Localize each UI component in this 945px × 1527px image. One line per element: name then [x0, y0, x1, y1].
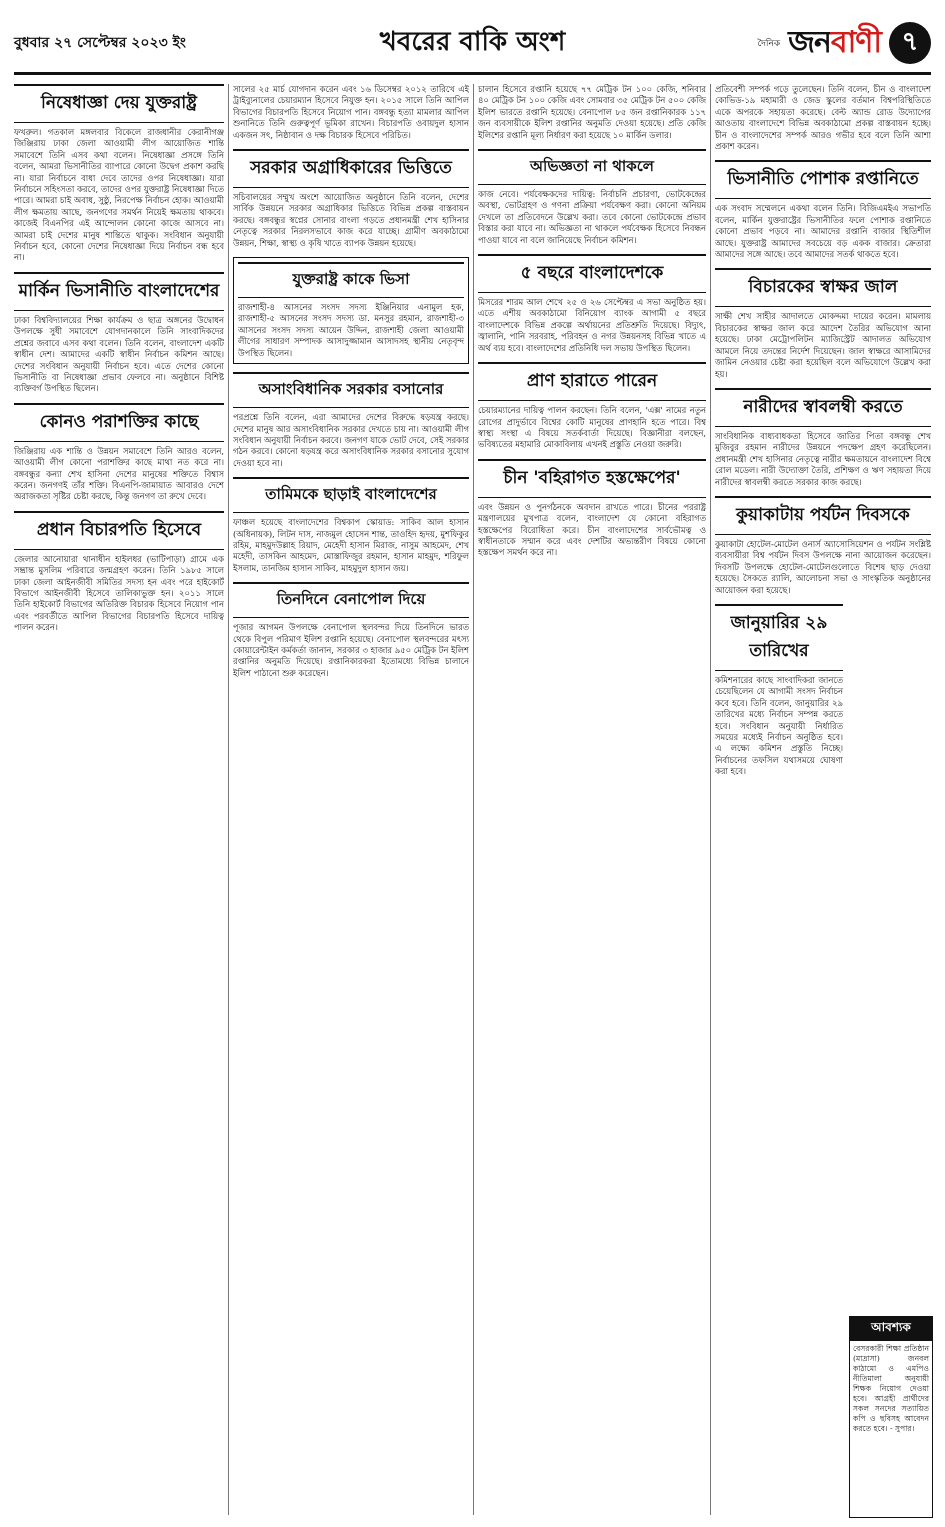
article	[715, 84, 931, 152]
article	[715, 496, 931, 596]
article-headline: প্রধান বিচারপতি হিসেবে	[14, 511, 224, 550]
article	[14, 84, 224, 264]
column-rule	[473, 84, 474, 1515]
article-headline: সরকার অগ্রাধিকারের ভিত্তিতে	[233, 149, 469, 188]
article-body: সচিবালয়ের সম্মুখ অংশে আয়োজিত অনুষ্ঠানে তিনি বলেন, দেশের সার্বিক উন্নয়নে সরকার অগ্রাধিকার ভিত্তিতে বিভিন্ন প্রকল্প বাস্তবায়ন করছে। বঙ্গবন্ধুর স্বপ্নের সোনার বাংলা গড়তে প্রধানমন্ত্রী শেখ হাসিনার নেতৃত্বে সরকার নিরলসভাবে কাজ করে যাচ্ছে। গ্রামীণ অবকাঠামো উন্নয়ন, শিক্ষা, স্বাস্থ্য ও কৃষি খাতে ব্যাপক উন্নয়ন হয়েছে।	[233, 192, 469, 248]
article-headline: তিনদিনে বেনাপোল দিয়ে	[233, 582, 469, 618]
article-headline: মার্কিন ভিসানীতি বাংলাদেশের	[14, 272, 224, 311]
article	[715, 604, 843, 778]
column-1	[14, 84, 224, 1515]
article	[14, 403, 224, 503]
article-body: জেলার আনোয়ারা থানাধীন হাইলধর (ভাটিপাড়া) গ্রামে এক সম্ভ্রান্ত মুসলিম পরিবারে জন্মগ্রহণ করেন। তিনি ১৯৮৫ সালে ঢাকা জেলা আইনজীবী সমিতির সদস্য হন এবং পরে হাইকোর্ট বিভাগে আইনজীবী হিসেবে তালিকাভুক্ত হন। ২০১১ সালে তিনি হাইকোর্ট বিভাগের অতিরিক্ত বিচারক হিসেবে নিয়োগ পান এবং পরবর্তীতে আপিল বিভাগের বিচারপতি হিসেবে দায়িত্ব পালন করেন।	[14, 553, 224, 633]
issue-date: বুধবার ২৭ সেপ্টেম্বর ২০২৩ ইং	[14, 35, 186, 51]
article-headline: কোনও পরাশক্তির কাছে	[14, 403, 224, 442]
article	[715, 388, 931, 488]
article	[233, 84, 469, 141]
section-title: খবরের বাকি অংশ	[379, 27, 566, 57]
logo-name	[788, 18, 881, 69]
logo-name-part2: বাণী	[830, 24, 881, 60]
article-headline: অভিজ্ঞতা না থাকলে	[478, 149, 706, 185]
article	[233, 477, 469, 574]
article-body: ফখরুল। গতকাল মঙ্গলবার বিকেলে রাজধানীর কেরানীগঞ্জ জিঞ্জিরায় ঢাকা জেলা আওয়ামী লীগ আয়োজিত শান্তি সমাবেশে তিনি এসব কথা বলেন। নিষেধাজ্ঞা প্রসঙ্গে তিনি বলেন, আমরা ভিসানীতির ব্যাপারে কোনো উদ্বেগ প্রকাশ করছি না। যারা নির্বাচনে বাধা দেবে তাদের ওপর নিষেধাজ্ঞা। যারা নির্বাচনে সহিংসতা করবে, তাদের ওপর যুক্তরাষ্ট্র নিষেধাজ্ঞা দিতে পারে। আমরা চাই অবাধ, সুষ্ঠু, নিরপেক্ষ নির্বাচন হোক। আওয়ামী লীগ ক্ষমতায় আছে, জনগণের সমর্থন নিয়েই ক্ষমতায় থাকবে। কাজেই বিএনপির এই আন্দোলন কোনো কাজে আসবে না। আমরা চাই দেশের মানুষ শান্তিতে থাকুক। সংবিধান অনুযায়ী নির্বাচন হবে, কোনো দেশের নিষেধাজ্ঞা দিয়ে নির্বাচন বন্ধ হবে না।	[14, 127, 224, 263]
classified-tag: আবশ্যক	[850, 1317, 932, 1341]
classified-ad-box	[849, 1316, 933, 1518]
article-body: ফাঞ্চল হয়েছে বাংলাদেশের বিশ্বকাপ স্কোয়াড: সাকিব আল হাসান (অধিনায়ক), লিটন দাস, নাজমুল হোসেন শান্ত, তাওহিদ হৃদয়, মুশফিকুর রহিম, মাহমুদউল্লাহ রিয়াদ, মেহেদী হাসান মিরাজ, নাসুম আহমেদ, শেখ মহেদী, তাসকিন আহমেদ, মোস্তাফিজুর রহমান, হাসান মাহমুদ, শরিফুল ইসলাম, তানজিম হাসান সাকিব, মাহমুদুল হাসান জয়।	[233, 517, 469, 573]
article	[478, 149, 706, 246]
article	[14, 272, 224, 395]
article-body: জিঞ্জিরায় এক শান্তি ও উন্নয়ন সমাবেশে তিনি আরও বলেন, আওয়ামী লীগ কোনো পরাশক্তির কাছে মাথা নত করে না। বঙ্গবন্ধুর কন্যা শেখ হাসিনা দেশের মানুষের শক্তিতে বিশ্বাস করেন। জনগণই তাঁর শক্তি। বিএনপি-জামায়াত আবারও দেশে অরাজকতা সৃষ্টির চেষ্টা করছে, কিন্তু জনগণ তা রুখে দেবে।	[14, 445, 224, 502]
article-headline: অসাংবিধানিক সরকার বসানোর	[233, 372, 469, 408]
article-body: কাজ নেবে। পর্যবেক্ষকদের দায়িত্ব: নির্বাচনি প্রচারণা, ভোটকেন্দ্রের অবস্থা, ভোটগ্রহণ ও গণনা প্রক্রিয়া পর্যবেক্ষণ করা। কোনো অনিয়ম দেখলে তা প্রতিবেদনে উল্লেখ করা। তবে কোনো ভোটকেন্দ্রে প্রভাব বিস্তার করা যাবে না। অভিজ্ঞতা না থাকলে পর্যবেক্ষক হিসেবে নিবন্ধন পাওয়া যাবে না বলে জানিয়েছে নির্বাচন কমিশন।	[478, 189, 706, 245]
article-headline: ৫ বছরে বাংলাদেশকে	[478, 254, 706, 293]
article-body: ঢাকা বিশ্ববিদ্যালয়ের শিক্ষা কার্যক্রম ও ছাত্র অঙ্গনের উদ্বোধন উপলক্ষে সুধী সমাবেশে যোগদানকালে তিনি সাংবাদিকদের প্রশ্নের জবাবে এসব কথা বলেন। তিনি বলেন, বাংলাদেশ একটি স্বাধীন দেশ। আমাদের একটি স্বাধীন নির্বাচন কমিশন আছে। দেশের সংবিধান অনুযায়ী নির্বাচন হবে। এতে দেশের কোনো ভিসানীতি বা নিষেধাজ্ঞা প্রভাব ফেলবে না। অনুষ্ঠানে বিশিষ্ট ব্যক্তিবর্গ উপস্থিত ছিলেন।	[14, 314, 224, 394]
column-4	[715, 84, 931, 1515]
classified-body: বেসরকারী শিক্ষা প্রতিষ্ঠান (মাদ্রাসা) জনবল কাঠামো ও এমপিও নীতিমালা অনুযায়ী শিক্ষক নিয়োগ দেওয়া হবে। আগ্রহী প্রার্থীদের সকল সনদের সত্যায়িত কপি ও ছবিসহ আবেদন করতে হবে। - সুপার।	[853, 1344, 929, 1433]
article-body: সালের ২৫ মার্চ যোগদান করেন এবং ১৬ ডিসেম্বর ২০১২ তারিখে এই ট্রাইব্যুনালের চেয়ারম্যান হিসেবে নিযুক্ত হন। ২০১৫ সালে তিনি আপিল বিভাগের বিচারপতি হিসেবে নিয়োগ পান। বঙ্গবন্ধু হত্যা মামলার আপিল শুনানিতে তিনি গুরুত্বপূর্ণ ভূমিকা রাখেন। বিচারপতি ওবায়দুল হাসান একজন সৎ, নিষ্ঠাবান ও দক্ষ বিচারক হিসেবে পরিচিত।	[233, 84, 469, 140]
article-headline: নারীদের স্বাবলম্বী করতে	[715, 388, 931, 427]
article-headline: নিষেধাজ্ঞা দেয় যুক্তরাষ্ট্র	[14, 84, 224, 123]
article	[233, 582, 469, 679]
article-body: পূজার আগমন উপলক্ষে বেনাপোল স্থলবন্দর দিয়ে তিনদিনে ভারত থেকে বিপুল পরিমাণ ইলিশ রপ্তানি হয়েছে। বেনাপোল স্থলবন্দরের মৎস্য কোয়ারেন্টাইন কর্মকর্তা জানান, সরকার ৩ হাজার ৯৫০ মেট্রিক টন ইলিশ রপ্তানির অনুমতি দিয়েছে। রপ্তানিকারকরা ইতোমধ্যে বিভিন্ন চালানে ইলিশ পাঠানো শুরু করেছেন।	[233, 622, 469, 678]
article	[478, 459, 706, 559]
article	[715, 268, 931, 379]
article-headline: চীন 'বহিরাগত হস্তক্ষেপের'	[478, 459, 706, 498]
column-2	[233, 84, 469, 1515]
article-headline: কুয়াকাটায় পর্যটন দিবসকে	[715, 496, 931, 535]
article-headline: তামিমকে ছাড়াই বাংলাদেশের	[233, 477, 469, 513]
article-body: মিসরের শারম আল শেখে ২৫ ও ২৬ সেপ্টেম্বর এ সভা অনুষ্ঠিত হয়। এতে এশীয় অবকাঠামো বিনিয়োগ ব্যাংক আগামী ৫ বছরে বাংলাদেশকে বিভিন্ন প্রকল্পে অর্থায়নের প্রতিশ্রুতি দিয়েছে। বিদ্যুৎ, জ্বালানি, পানি সরবরাহ, পরিবহন ও নগর উন্নয়নসহ বিভিন্ন খাতে এ অর্থ ব্যয় হবে। বাংলাদেশের প্রতিনিধি দল সভায় উপস্থিত ছিলেন।	[478, 297, 706, 353]
article-body: প্রতিবেশী সম্পর্ক গড়ে তুলেছেন। তিনি বলেন, চীন ও বাংলাদেশ কোভিড-১৯ মহামারী ও জেড স্কুলের বর্তমান বিশ্বপরিস্থিতিতে একে অপরকে সহায়তা করেছে। বেল্ট অ্যান্ড রোড উদ্যোগের আওতায় বাংলাদেশে বিভিন্ন অবকাঠামো প্রকল্প বাস্তবায়ন হচ্ছে। চীন ও বাংলাদেশের সম্পর্ক আরও গভীর হবে বলে তিনি আশা প্রকাশ করেন।	[715, 84, 931, 152]
article-headline: জানুয়ারির ২৯ তারিখের	[715, 604, 843, 671]
article	[14, 511, 224, 634]
article-body: চালান হিসেবে রপ্তানি হয়েছে ৭৭ মেট্রিক টন ১০০ কেজি, শনিবার ৪০ মেট্রিক টন ১০০ কেজি এবং সোমবার ৩৫ মেট্রিক টন ৫০০ কেজি ইলিশ ভারতে রপ্তানি হয়েছে। বেনাপোল ৮৫ জন রপ্তানিকারক ১১৭ জন ব্যবসায়ীকে ইলিশ রপ্তানির অনুমতি দেওয়া হয়েছে। প্রতি কেজি ইলিশের রপ্তানি মূল্য নির্ধারণ করা হয়েছে ১০ মার্কিন ডলার।	[478, 84, 706, 140]
column-rule	[710, 84, 711, 1515]
article-headline: ভিসানীতি পোশাক রপ্তানিতে	[715, 160, 931, 199]
article-body: পরপ্রশ্নে তিনি বলেন, এরা আমাদের দেশের বিরুদ্ধে ষড়যন্ত্র করছে। দেশের মানুষ আর অসাংবিধানিক সরকার দেখতে চায় না। আওয়ামী লীগ সংবিধান অনুযায়ী নির্বাচন করবে। জনগণ যাকে ভোট দেবে, সেই সরকার গঠন করবে। কোনো ষড়যন্ত্র করে অসাংবিধানিক সরকার বসানোর সুযোগ দেওয়া হবে না।	[233, 412, 469, 468]
article-headline: প্রাণ হারাতে পারেন	[478, 362, 706, 401]
article-body: সাংবিধানিক বাধ্যবাধকতা হিসেবে জাতির পিতা বঙ্গবন্ধু শেখ মুজিবুর রহমান নারীদের উন্নয়নে পদক্ষেপ গ্রহণ করেছিলেন। প্রধানমন্ত্রী শেখ হাসিনার নেতৃত্বে নারীর ক্ষমতায়নে বাংলাদেশ বিশ্বে রোল মডেল। নারী উদ্যোক্তা তৈরি, প্রশিক্ষণ ও ঋণ সহায়তা দিয়ে নারীদের স্বাবলম্বী করতে সরকার কাজ করছে।	[715, 430, 931, 487]
article	[233, 149, 469, 249]
article	[478, 84, 706, 141]
article-body: এক সংবাদ সম্মেলনে একথা বলেন তিনি। বিজিএমইএ সভাপতি বলেন, মার্কিন যুক্তরাষ্ট্রের ভিসানীতির ফলে পোশাক রপ্তানিতে কোনো প্রভাব পড়বে না। আমাদের রপ্তানি বাজার স্থিতিশীল আছে। যুক্তরাষ্ট্র আমাদের সবচেয়ে বড় একক বাজার। ক্রেতারা আমাদের সঙ্গে আছে। তবে আমাদের সতর্ক থাকতে হবে।	[715, 203, 931, 260]
article	[233, 257, 469, 364]
column-3	[478, 84, 706, 1515]
article-body: কুয়াকাটা হোটেল-মোটেল ওনার্স অ্যাসোসিয়েশন ও পর্যটন সংশ্লিষ্ট ব্যবসায়ীরা বিশ্ব পর্যটন দিবস উপলক্ষে নানা আয়োজন করেছেন। দিবসটি উপলক্ষে হোটেল-মোটেলগুলোতে বিশেষ ছাড় দেওয়া হয়েছে। সৈকতে র‍্যালি, আলোচনা সভা ও সাংস্কৃতিক অনুষ্ঠানের আয়োজন করা হয়েছে।	[715, 538, 931, 595]
article	[233, 372, 469, 469]
column-rule	[228, 84, 229, 1515]
article	[715, 160, 931, 260]
logo-daily-label: দৈনিক	[757, 38, 781, 49]
article-body: এবং উন্নয়ন ও পুনর্গঠনকে অবদান রাখতে পারে। চীনের পররাষ্ট্র মন্ত্রণালয়ের মুখপাত্র বলেন, বাংলাদেশ যে কোনো বহিরাগত হস্তক্ষেপের বিরোধিতা করে। চীন বাংলাদেশের সার্বভৌমত্ব ও স্বাধীনতাকে সম্মান করে এবং দেশটির অভ্যন্তরীণ বিষয়ে কোনো হস্তক্ষেপ সমর্থন করে না।	[478, 501, 706, 558]
article-headline: বিচারকের স্বাক্ষর জাল	[715, 268, 931, 307]
article-body: চেয়ারম্যানের দায়িত্ব পালন করছেন। তিনি বলেন, 'এক্স' নামের নতুন রোগের প্রাদুর্ভাবে বিশ্বের কোটি মানুষের প্রাণহানি হতে পারে। বিশ্ব স্বাস্থ্য সংস্থা এ বিষয়ে সতর্কবার্তা দিয়েছে। বিজ্ঞানীরা বলছেন, ভবিষ্যতের মহামারি মোকাবিলায় এখনই প্রস্তুতি নেওয়া জরুরি।	[478, 405, 706, 450]
article-body: সাক্ষী শেখ সাহীর আদালতে মোকদ্দমা দায়ের করেন। মামলায় বিচারকের স্বাক্ষর জাল করে আদেশ তৈরির অভিযোগ আনা হয়েছে। ঢাকা মেট্রোপলিটন ম্যাজিস্ট্রেট আদালত অভিযোগ আমলে নিয়ে তদন্তের নির্দেশ দিয়েছেন। জাল স্বাক্ষরে আসামিদের জামিন নেওয়ার চেষ্টা করা হয়েছিল বলে অভিযোগে উল্লেখ করা হয়।	[715, 311, 931, 379]
article-body: কমিশনারের কাছে সাংবাদিকরা জানতে চেয়েছিলেন যে আগামী সংসদ নির্বাচন কবে হবে। তিনি বলেন, জানুয়ারির ২৯ তারিখের মধ্যে নির্বাচন সম্পন্ন করতে হবে। সংবিধান অনুযায়ী নির্ধারিত সময়ের মধ্যেই নির্বাচন অনুষ্ঠিত হবে। এ লক্ষ্যে কমিশন প্রস্তুতি নিচ্ছে। নির্বাচনের তফসিল যথাসময়ে ঘোষণা করা হবে।	[715, 674, 843, 777]
article-headline: যুক্তরাষ্ট্র কাকে ভিসা	[238, 262, 464, 298]
newspaper-logo	[701, 18, 931, 69]
page-number: ৭	[889, 22, 931, 64]
logo-name-part1: জন	[788, 24, 831, 60]
masthead	[14, 14, 931, 75]
article-body: রাজশাহী-৪ আসনের সংসদ সদস্য ইঞ্জিনিয়ার এনামুল হক, রাজশাহী-৫ আসনের সংসদ সদস্য ডা. মনসুর রহমান, রাজশাহী-৩ আসনের সংসদ সদস্য আয়েন উদ্দিন, রাজশাহী জেলা আওয়ামী লীগের সাধারণ সম্পাদক আসাদুজ্জামান আসাদসহ স্থানীয় নেতৃবৃন্দ উপস্থিত ছিলেন।	[238, 302, 464, 358]
article	[478, 254, 706, 354]
article	[478, 362, 706, 451]
